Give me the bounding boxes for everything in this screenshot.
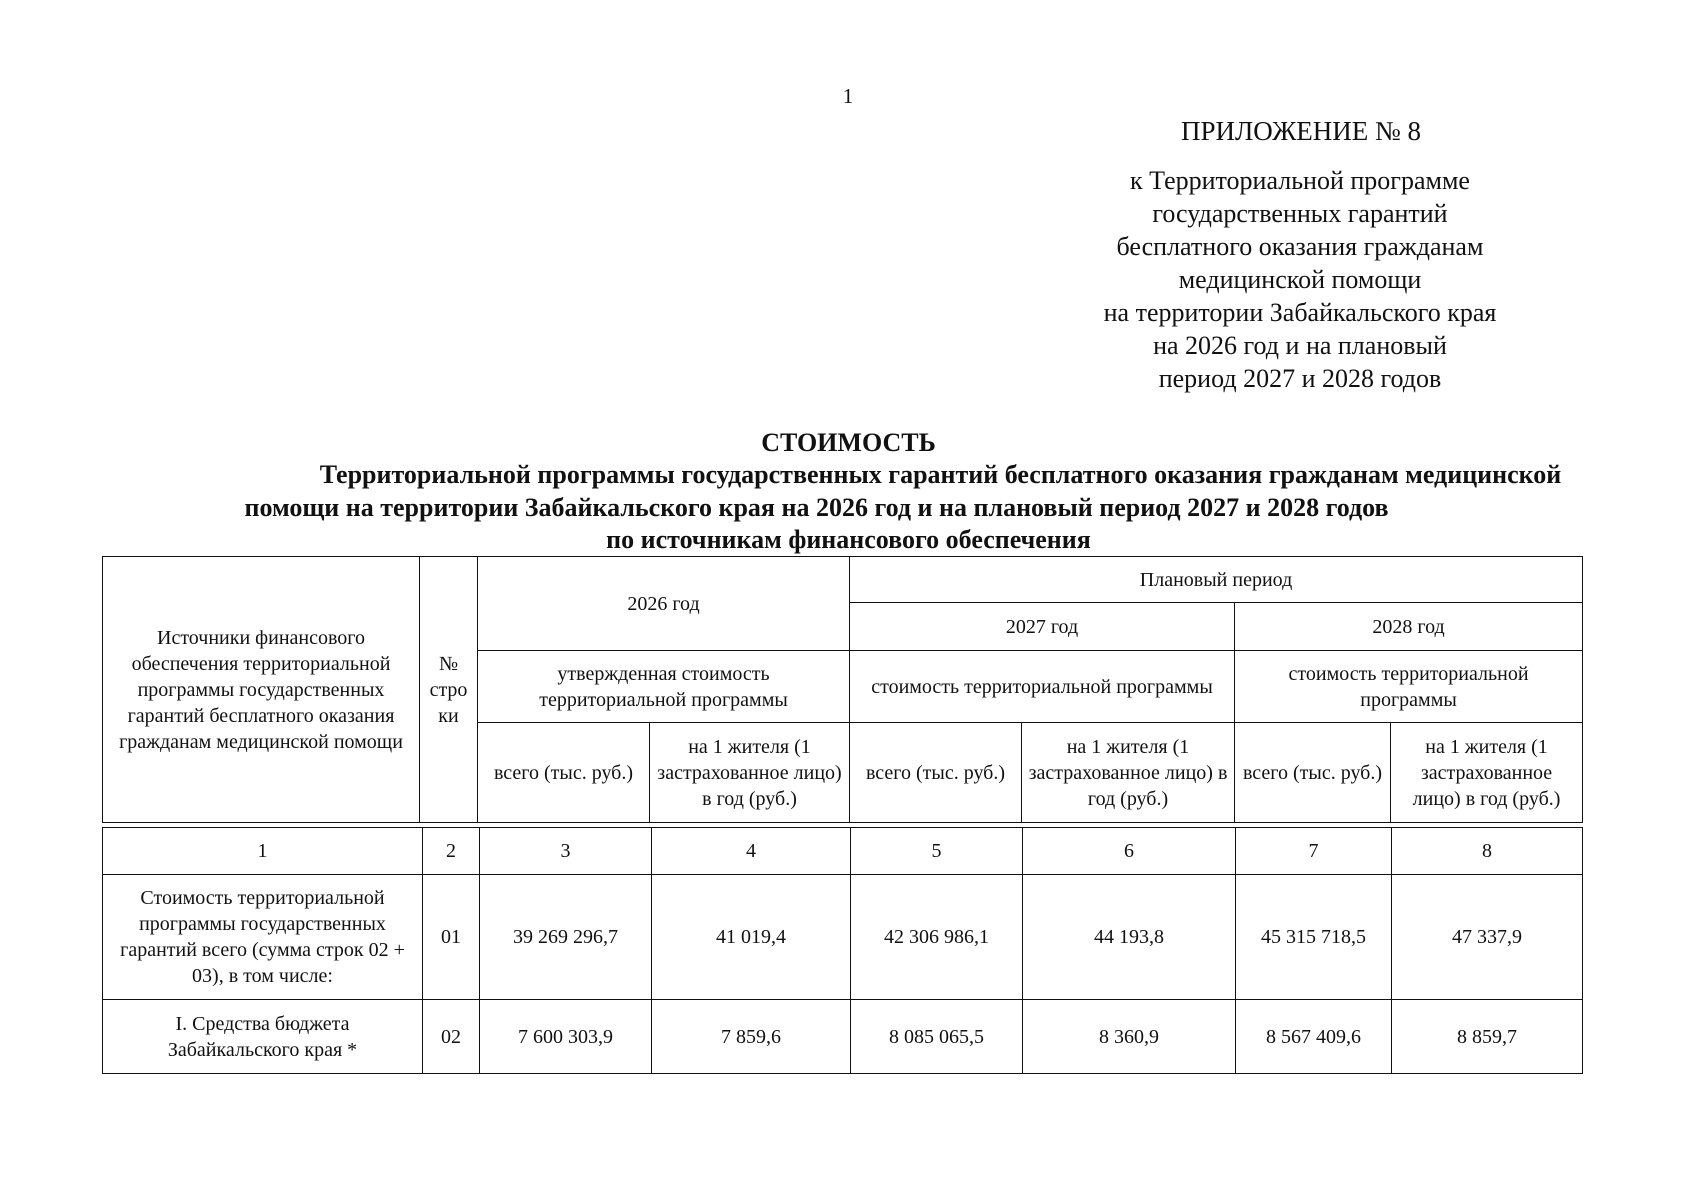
row-number: 01 xyxy=(423,875,480,1000)
column-number-row xyxy=(103,828,1583,875)
header-total-2026: всего (тыс. руб.) xyxy=(478,723,650,823)
row-total-2027: 42 306 986,1 xyxy=(851,875,1023,1000)
column-number: 8 xyxy=(1392,828,1583,875)
table-header xyxy=(102,556,1583,823)
table-body xyxy=(102,827,1583,1074)
header-total-2027: всего (тыс. руб.) xyxy=(850,723,1022,823)
row-per-capita-2026: 7 859,6 xyxy=(652,1000,851,1074)
header-per-capita-2026: на 1 жителя (1 застрахованное лицо) в год (руб.) xyxy=(650,723,850,823)
row-source: Стоимость территориальной программы государственных гарантий всего (сумма строк 02 + 03), в том числе: xyxy=(103,875,423,1000)
page-number: 1 xyxy=(842,84,854,108)
heading-line: Территориальной программы государственных гарантий бесплатного оказания гражданам медицинской xyxy=(319,460,1562,489)
column-number: 7 xyxy=(1236,828,1392,875)
header-cost-2027: стоимость территориальной программы xyxy=(850,651,1235,723)
row-number: 02 xyxy=(423,1000,480,1074)
appendix-line: период 2027 и 2028 годов xyxy=(1158,364,1442,393)
row-per-capita-2028: 8 859,7 xyxy=(1392,1000,1583,1074)
row-total-2028: 45 315 718,5 xyxy=(1236,875,1392,1000)
appendix-line: на 2026 год и на плановый xyxy=(1153,331,1447,360)
header-row-number: № стро ки xyxy=(420,557,478,823)
row-total-2028: 8 567 409,6 xyxy=(1236,1000,1392,1074)
appendix-line: бесплатного оказания гражданам xyxy=(1116,232,1484,261)
header-year-2027: 2027 год xyxy=(850,603,1235,651)
row-per-capita-2028: 47 337,9 xyxy=(1392,875,1583,1000)
header-year-2028: 2028 год xyxy=(1235,603,1583,651)
column-number: 4 xyxy=(652,828,851,875)
header-per-capita-2028: на 1 жителя (1 застрахованное лицо) в год (руб.) xyxy=(1391,723,1583,823)
row-per-capita-2027: 44 193,8 xyxy=(1023,875,1236,1000)
header-planned-period: Плановый период xyxy=(850,557,1583,603)
appendix-line: медицинской помощи xyxy=(1178,265,1422,294)
row-per-capita-2027: 8 360,9 xyxy=(1023,1000,1236,1074)
table-row xyxy=(103,875,1583,1000)
header-approved-cost: утвержденная стоимость территориальной программы xyxy=(478,651,850,723)
row-source: I. Средства бюджета Забайкальского края * xyxy=(103,1000,423,1074)
heading-line: по источникам финансового обеспечения xyxy=(606,525,1091,554)
column-number: 5 xyxy=(851,828,1023,875)
column-number: 6 xyxy=(1023,828,1236,875)
appendix-line: к Территориальной программе xyxy=(1130,166,1470,195)
heading-line: помощи на территории Забайкальского края на 2026 год и на плановый период 2027 и 2028 годов xyxy=(244,493,1389,522)
header-cost-2028: стоимость территориальной программы xyxy=(1235,651,1583,723)
header-total-2028: всего (тыс. руб.) xyxy=(1235,723,1391,823)
appendix-line: на территории Забайкальского края xyxy=(1103,298,1497,327)
appendix-subtitle xyxy=(1030,164,1570,395)
table-row xyxy=(103,1000,1583,1074)
appendix-line: государственных гарантий xyxy=(1152,199,1448,228)
row-total-2026: 39 269 296,7 xyxy=(480,875,652,1000)
row-per-capita-2026: 41 019,4 xyxy=(652,875,851,1000)
column-number: 3 xyxy=(480,828,652,875)
column-number: 1 xyxy=(103,828,423,875)
row-total-2027: 8 085 065,5 xyxy=(851,1000,1023,1074)
row-total-2026: 7 600 303,9 xyxy=(480,1000,652,1074)
header-sources: Источники финансового обеспечения территориальной программы государственных гарантий бесплатного оказания гражданам медицинской помощи xyxy=(103,557,420,823)
header-per-capita-2027: на 1 жителя (1 застрахованное лицо) в год (руб.) xyxy=(1022,723,1235,823)
header-year-2026: 2026 год xyxy=(478,557,850,651)
column-number: 2 xyxy=(423,828,480,875)
appendix-title: ПРИЛОЖЕНИЕ № 8 xyxy=(1180,116,1422,146)
heading-title: СТОИМОСТЬ xyxy=(761,428,936,457)
